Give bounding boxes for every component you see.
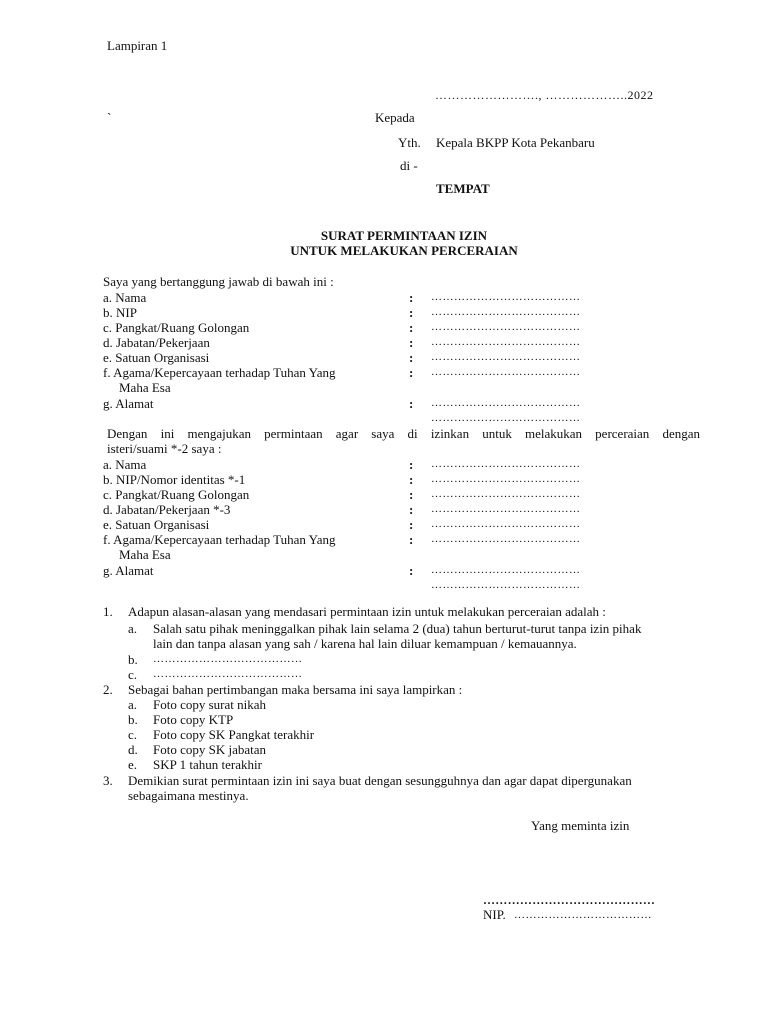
field-colon: : xyxy=(409,365,414,380)
field-blank: ………………………………… xyxy=(431,564,581,576)
form-row-organization xyxy=(103,350,663,365)
section2-intro-line1: Dengan ini mengajukan permintaan agar saya di izinkan untuk melakukan perceraian dengan xyxy=(107,426,700,441)
field-blank: ………………………………… xyxy=(431,488,581,500)
section1-intro: Saya yang bertanggung jawab di bawah ini : xyxy=(103,274,334,289)
date-line: ……………………., ………………..2022 xyxy=(435,88,654,102)
recipient-name: Kepala BKPP Kota Pekanbaru xyxy=(436,135,595,150)
attachment-item: SKP 1 tahun terakhir xyxy=(153,757,262,772)
field-label: c. Pangkat/Ruang Golongan xyxy=(103,320,250,335)
field-colon: : xyxy=(409,290,414,305)
form-row-religion xyxy=(103,365,663,395)
field-blank: ………………………………… xyxy=(431,503,581,515)
document-title-line1: SURAT PERMINTAAN IZIN xyxy=(320,228,488,243)
field-colon: : xyxy=(409,350,414,365)
field-label: g. Alamat xyxy=(103,396,154,411)
point-3-line2: sebagaimana mestinya. xyxy=(128,788,249,803)
signature-caption: Yang meminta izin xyxy=(531,818,630,833)
point-1-text: Adapun alasan-alasan yang mendasari permintaan izin untuk melakukan perceraian adalah : xyxy=(128,604,606,619)
field-colon: : xyxy=(409,472,414,487)
field-blank: ………………………………… xyxy=(431,397,581,409)
attachment-item-marker: c. xyxy=(128,727,138,742)
form-row-spouse-nip xyxy=(103,472,663,487)
form-row-address xyxy=(103,396,663,424)
attachment-item: Foto copy SK Pangkat terakhir xyxy=(153,727,315,742)
field-label: a. Nama xyxy=(103,457,147,472)
attachment-label: Lampiran 1 xyxy=(107,38,168,53)
attachment-item-marker: d. xyxy=(128,742,138,757)
point-2-text: Sebagai bahan pertimbangan maka bersama ini saya lampirkan : xyxy=(128,682,463,697)
field-blank: ………………………………… xyxy=(431,351,581,363)
form-row-spouse-rank xyxy=(103,487,663,502)
field-blank: ………………………………… xyxy=(431,336,581,348)
point-1a-line2: lain dan tanpa alasan yang sah / karena hal lain diluar kemampuan / kemauannya. xyxy=(153,636,577,651)
attachment-item: Foto copy surat nikah xyxy=(153,697,267,712)
form-row-spouse-organization xyxy=(103,517,663,532)
field-label: a. Nama xyxy=(103,290,147,305)
field-blank: ………………………………… xyxy=(431,533,581,545)
form-row-spouse-address xyxy=(103,563,663,591)
field-colon: : xyxy=(409,320,414,335)
point-1a-marker: a. xyxy=(128,621,138,636)
attachment-item-marker: a. xyxy=(128,697,138,712)
point-1c-blank: ………………………………… xyxy=(153,668,303,680)
point-1-number: 1. xyxy=(103,604,113,619)
form-row-nip xyxy=(103,305,663,320)
point-1c-marker: c. xyxy=(128,667,138,682)
form-row-spouse-position xyxy=(103,502,663,517)
field-blank: ………………………………… xyxy=(431,518,581,530)
field-blank: ………………………………… xyxy=(431,306,581,318)
recipient-to: Kepada xyxy=(375,110,415,125)
field-blank: ………………………………… xyxy=(431,366,581,378)
section2-intro-line2: isteri/suami *-2 saya : xyxy=(107,441,222,456)
recipient-yth-label: Yth. xyxy=(398,135,421,150)
field-label: d. Jabatan/Pekerjaan *-3 xyxy=(103,502,231,517)
field-colon: : xyxy=(409,563,414,578)
form-row-spouse-name xyxy=(103,457,663,472)
field-blank: ………………………………… xyxy=(431,321,581,333)
signature-nip-label: NIP. xyxy=(483,907,506,922)
stray-mark: ` xyxy=(107,110,112,125)
point-1b-blank: ………………………………… xyxy=(153,653,303,665)
signature-name-line: …………………………………… xyxy=(483,893,656,907)
field-blank: ………………………………… xyxy=(431,291,581,303)
field-colon: : xyxy=(409,305,414,320)
form-row-rank xyxy=(103,320,663,335)
point-3-number: 3. xyxy=(103,773,113,788)
recipient-di: di - xyxy=(400,158,418,173)
field-label-continued: Maha Esa xyxy=(119,380,171,395)
point-2-number: 2. xyxy=(103,682,113,697)
field-label: d. Jabatan/Pekerjaan xyxy=(103,335,210,350)
form-row-name xyxy=(103,290,663,305)
attachment-item-marker: b. xyxy=(128,712,138,727)
field-label: f. Agama/Kepercayaan terhadap Tuhan Yang xyxy=(103,532,336,547)
field-colon: : xyxy=(409,457,414,472)
field-label: f. Agama/Kepercayaan terhadap Tuhan Yang xyxy=(103,365,336,380)
field-colon: : xyxy=(409,335,414,350)
form-row-spouse-religion xyxy=(103,532,663,562)
recipient-place: TEMPAT xyxy=(436,181,490,196)
field-blank: ………………………………… xyxy=(431,458,581,470)
field-label: c. Pangkat/Ruang Golongan xyxy=(103,487,250,502)
point-3-line1: Demikian surat permintaan izin ini saya buat dengan sesungguhnya dan agar dapat dipergunakan xyxy=(128,773,632,788)
field-label: b. NIP xyxy=(103,305,137,320)
attachment-item: Foto copy KTP xyxy=(153,712,234,727)
field-blank-continued: ………………………………… xyxy=(431,412,581,424)
field-colon: : xyxy=(409,396,414,411)
point-1a-line1: Salah satu pihak meninggalkan pihak lain selama 2 (dua) tahun berturut-turut tanpa izin pihak xyxy=(153,621,642,636)
field-blank: ………………………………… xyxy=(431,473,581,485)
field-colon: : xyxy=(409,487,414,502)
field-label: e. Satuan Organisasi xyxy=(103,517,210,532)
point-1b-marker: b. xyxy=(128,652,138,667)
signature-nip-blank: ……………………………… xyxy=(514,909,652,921)
field-label-continued: Maha Esa xyxy=(119,547,171,562)
attachment-item: Foto copy SK jabatan xyxy=(153,742,267,757)
field-colon: : xyxy=(409,502,414,517)
attachment-item-marker: e. xyxy=(128,757,138,772)
form-row-position xyxy=(103,335,663,350)
field-label: g. Alamat xyxy=(103,563,154,578)
field-label: b. NIP/Nomor identitas *-1 xyxy=(103,472,246,487)
document-title-line2: UNTUK MELAKUKAN PERCERAIAN xyxy=(290,243,518,258)
field-colon: : xyxy=(409,517,414,532)
field-colon: : xyxy=(409,532,414,547)
field-label: e. Satuan Organisasi xyxy=(103,350,210,365)
field-blank-continued: ………………………………… xyxy=(431,579,581,591)
